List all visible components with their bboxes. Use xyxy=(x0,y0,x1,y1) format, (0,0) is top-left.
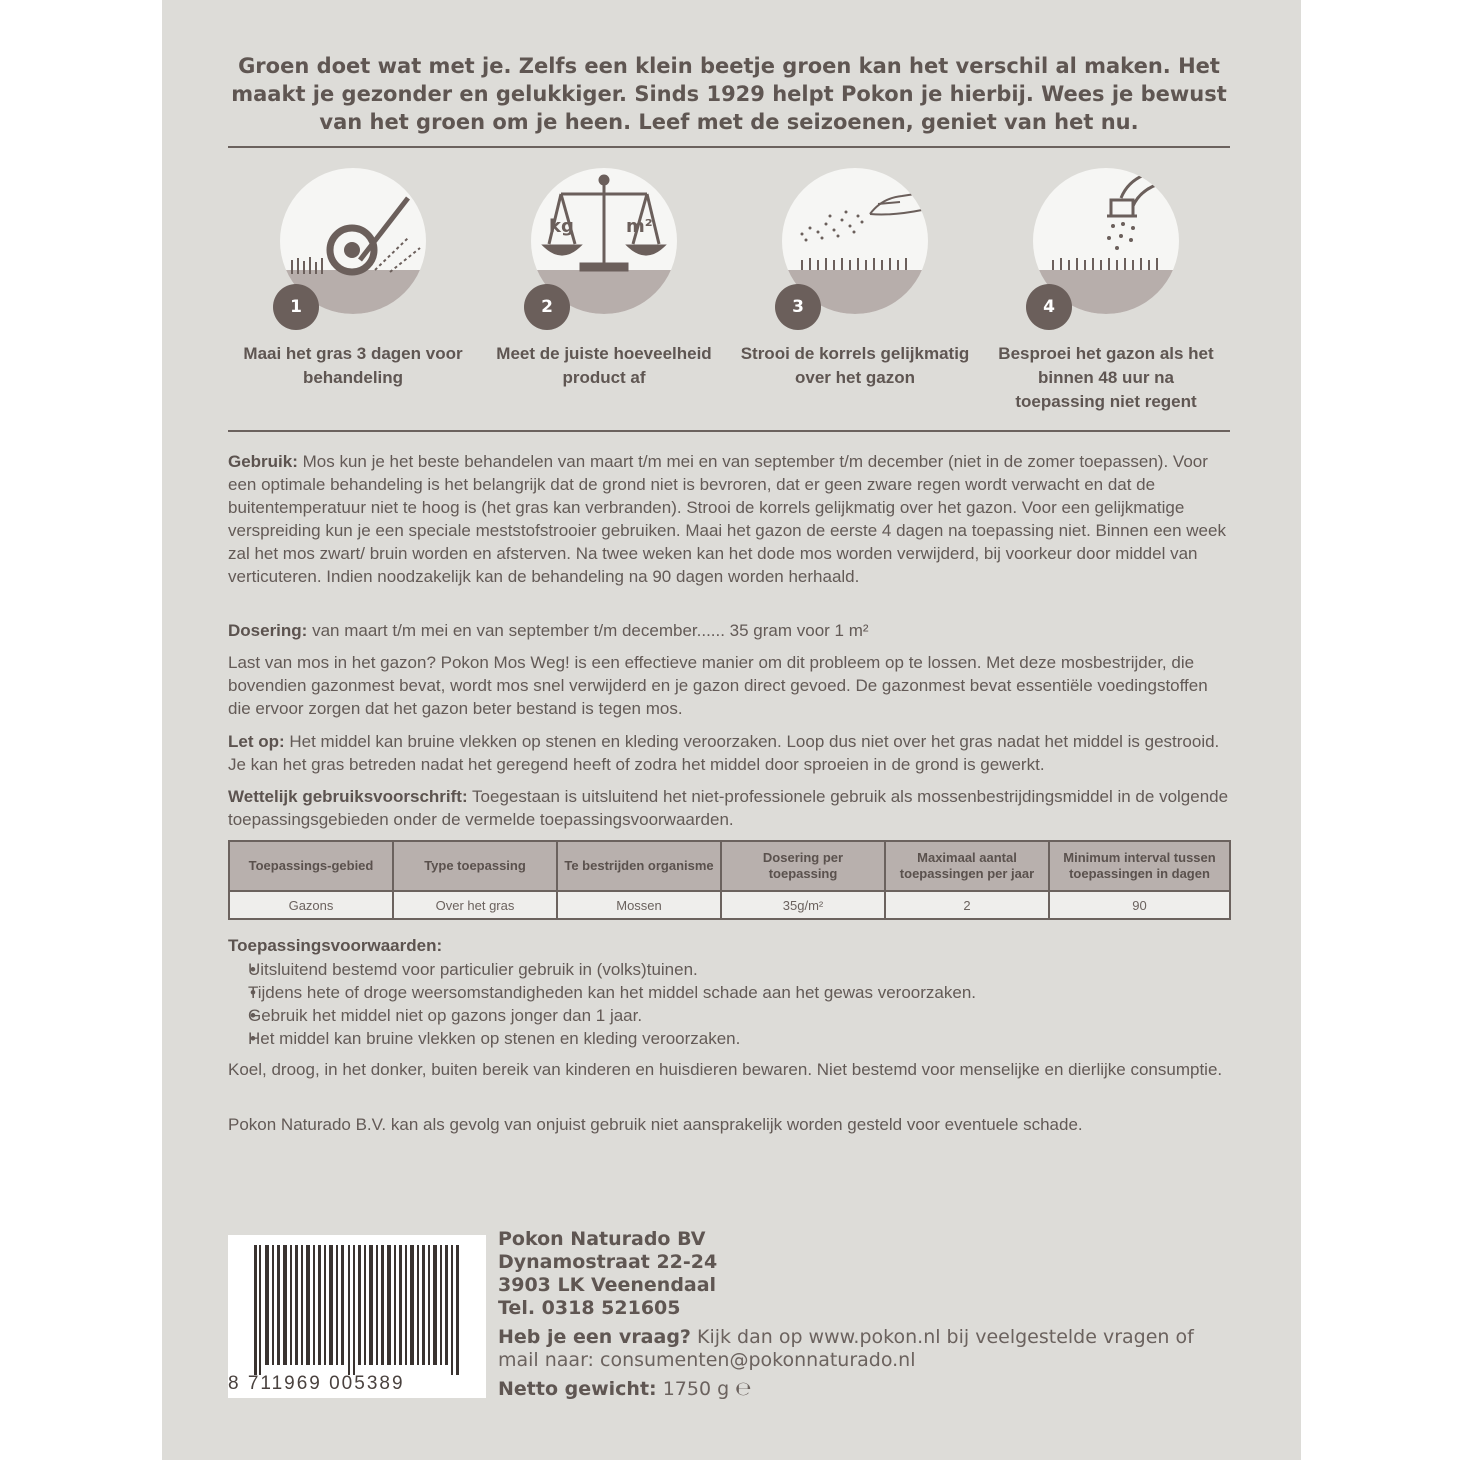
voorwaarden-title xyxy=(228,934,1232,957)
mos-paragraph: Last van mos in het gazon? Pokon Mos Weg! is een effectieve manier om dit probleem op te lossen. Met deze mosbestrijder, die bovendien gazonmest bevat, wordt mos snel verwijderd en je gazon direct gevoed. De gazonmest bevat essentiële voedingstoffen die ervoor zorgen dat het gazon beter bestand is tegen mos. xyxy=(228,653,1208,718)
barcode xyxy=(228,1235,486,1398)
intro-text: Groen doet wat met je. Zelfs een klein beetje groen kan het verschil al maken. Het maakt je gezonder en gelukkiger. Sinds 1929 helpt Pokon je hierbij. Wees je bewust van het groen om je heen. Leef met de seizoenen, geniet van het nu. xyxy=(231,54,1227,134)
table-cell: 2 xyxy=(885,891,1049,919)
table-header: Maximaal aantal toepassingen per jaar xyxy=(885,841,1049,891)
disclaimer-paragraph: Pokon Naturado B.V. kan als gevolg van onjuist gebruik niet aansprakelijk worden gesteld voor eventuele schade. xyxy=(228,1115,1083,1134)
table-header-row xyxy=(229,841,1230,891)
step-number: 3 xyxy=(775,284,821,330)
let-op-paragraph xyxy=(228,730,1232,776)
company-name: Pokon Naturado BV xyxy=(498,1228,706,1250)
let-op-label: Let op: xyxy=(228,732,285,751)
step-3 xyxy=(740,168,970,387)
let-op-text: Het middel kan bruine vlekken op stenen en kleding veroorzaken. Loop dus niet over het gras nadat het middel is gestrooid. Je kan het gras betreden nadat het geregend heeft of zodra het middel door sproeien in de grond is gewerkt. xyxy=(228,732,1220,774)
step-number: 2 xyxy=(524,284,570,330)
step-2 xyxy=(489,168,719,387)
company-phone: Tel. 0318 521605 xyxy=(498,1297,681,1319)
table-cell: 35g/m² xyxy=(721,891,885,919)
list-item: • Uitsluitend bestemd voor particulier gebruik in (volks)tuinen. xyxy=(248,958,976,981)
wettelijk-text: Toegestaan is uitsluitend het niet-professionele gebruik als mossenbestrijdingsmiddel in de volgende toepassingsgebieden onder de vermelde toepassingsvoorwaarden. xyxy=(228,787,1229,829)
table-header: Dosering per toepassing xyxy=(721,841,885,891)
table-header: Te bestrijden organisme xyxy=(557,841,721,891)
voorwaarden-list xyxy=(228,958,976,1050)
scale-right-label: m² xyxy=(626,216,653,237)
step-caption: Maai het gras 3 dagen voor behandeling xyxy=(243,344,463,387)
step-4 xyxy=(991,168,1221,411)
voorwaarden-title-text: Toepassingsvoorwaarden: xyxy=(228,936,443,955)
step-caption: Strooi de korrels gelijkmatig over het gazon xyxy=(740,344,970,387)
table-row xyxy=(229,891,1230,919)
wettelijk-paragraph xyxy=(228,785,1232,831)
net-weight xyxy=(498,1378,751,1401)
contact-info xyxy=(498,1326,1218,1372)
divider-top xyxy=(228,146,1230,148)
step-number: 1 xyxy=(273,284,319,330)
company-street: Dynamostraat 22-24 xyxy=(498,1251,718,1273)
step-number: 4 xyxy=(1026,284,1072,330)
scale-left-label: kg xyxy=(549,216,574,237)
bewaren-paragraph: Koel, droog, in het donker, buiten bereik van kinderen en huisdieren bewaren. Niet bestemd voor menselijke en dierlijke consumptie. xyxy=(228,1060,1223,1079)
dosering-text: van maart t/m mei en van september t/m december...... 35 gram voor 1 m² xyxy=(307,621,869,640)
table-cell: 90 xyxy=(1049,891,1230,919)
barcode-digits: 8 711969 005389 xyxy=(228,1373,405,1394)
company-address xyxy=(498,1228,717,1320)
company-city: 3903 LK Veenendaal xyxy=(498,1274,717,1296)
list-item: • Tijdens hete of droge weersomstandigheden kan het middel schade aan het gewas veroorzaken. xyxy=(248,981,976,1004)
table-header: Type toepassing xyxy=(393,841,557,891)
list-item: • Het middel kan bruine vlekken op stenen en kleding veroorzaken. xyxy=(248,1027,976,1050)
gebruik-paragraph xyxy=(228,450,1232,588)
gebruik-label: Gebruik: xyxy=(228,452,298,471)
gebruik-text: Mos kun je het beste behandelen van maart t/m mei en van september t/m december (niet in de zomer toepassen). Voor een optimale behandeling is het belangrijk dat de grond niet is bevroren, dat er geen zware regen wordt verwacht en dat de buitentemperatuur niet te hoog is (het gras kan verbranden). Strooi de korrels gelijkmatig over het gazon. Voor een gelijkmatige verspreiding kun je een speciale meststofstrooier gebruiken. Maai het gazon de eerste 4 dagen na toepassing niet. Binnen een week zal het mos zwart/ bruin worden en afsterven. Na twee weken kan het dode mos worden verwijderd, bij voorkeur door middel van verticuteren. Indien noodzakelijk kan de behandeling na 90 dagen worden herhaald. xyxy=(228,452,1226,586)
net-weight-value: 1750 g xyxy=(656,1378,730,1400)
table-cell: Over het gras xyxy=(393,891,557,919)
table-header: Toepassings-gebied xyxy=(229,841,393,891)
step-1 xyxy=(238,168,468,387)
table-cell: Mossen xyxy=(557,891,721,919)
list-item: • Gebruik het middel niet op gazons jonger dan 1 jaar. xyxy=(248,1004,976,1027)
table-cell: Gazons xyxy=(229,891,393,919)
step-caption: Besproei het gazon als het binnen 48 uur na toepassing niet regent xyxy=(998,344,1214,411)
step-caption: Meet de juiste hoeveelheid product af xyxy=(496,344,712,387)
divider-middle xyxy=(228,430,1230,432)
question-text: Kijk dan op www.pokon.nl bij veelgestelde vragen of mail naar: consumenten@pokonnaturado.nl xyxy=(498,1326,1194,1371)
application-table xyxy=(228,840,1231,920)
table-header: Minimum interval tussen toepassingen in dagen xyxy=(1049,841,1230,891)
wettelijk-label: Wettelijk gebruiksvoorschrift: xyxy=(228,787,468,806)
question-label: Heb je een vraag? xyxy=(498,1326,691,1348)
barcode-bars xyxy=(228,1235,486,1375)
net-weight-label: Netto gewicht: xyxy=(498,1378,657,1400)
dosering-paragraph xyxy=(228,619,1232,642)
dosering-label: Dosering: xyxy=(228,621,308,640)
estimated-sign-icon: ℮ xyxy=(735,1378,752,1400)
